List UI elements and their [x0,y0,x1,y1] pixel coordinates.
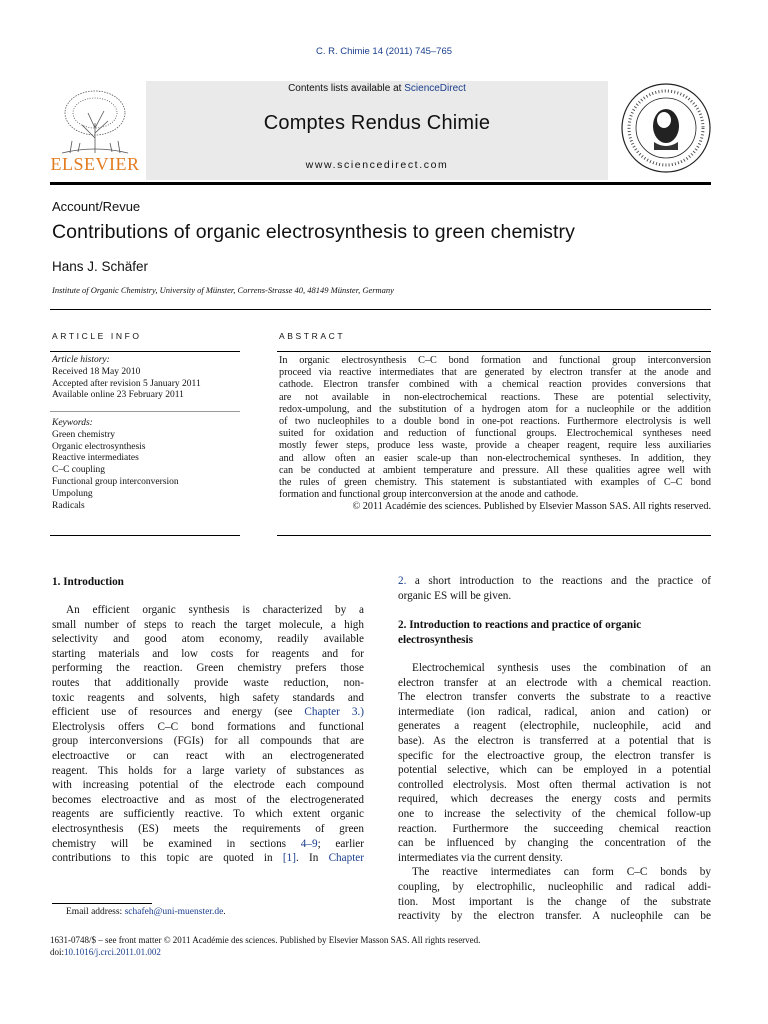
article-type: Account/Revue [52,199,141,214]
body-line: generates a reagent (electrophile, nucleophile, acid and [398,720,711,733]
body-line: group interconversions (FGIs) for all compounds that are [52,735,364,748]
article-info-bottom-rule [50,535,240,536]
email-end: . [223,907,226,917]
doi-link[interactable]: 10.1016/j.crci.2011.01.002 [64,947,161,957]
author-email-link[interactable]: schafeh@uni-muenster.de [124,907,224,917]
title-rule [50,309,711,310]
body-line: organic ES will be given. [398,589,512,602]
contents-prefix: Contents lists available at [288,83,405,94]
body-line: base). As the electron is transferred at a potential that is [398,734,711,747]
body-line [52,837,364,852]
abstract-line: proceed via reactive intermediates that are generated by electron transfer at the anode and [279,367,711,379]
sciencedirect-link[interactable]: ScienceDirect [404,83,466,94]
body-line: performing the reaction. Green chemistry prefers those [52,662,364,675]
body-line: coupling, by electrophilic, nucleophilic and radical addi- [398,880,711,893]
body-line: intermediates via the current density. [398,851,563,864]
history-received: Received 18 May 2010 [52,366,141,377]
body-line: An efficient organic synthesis is characterized by a [66,604,364,616]
sections-link[interactable]: 4–9 [300,837,318,850]
abstract-copyright: © 2011 Académie des sciences. Published by Elsevier Masson SAS. All rights reserved. [352,501,711,513]
abstract-line: can be conducted at ambient temperature and pressure. All these qualities agree well with [279,464,711,476]
email-label: Email address: [66,907,125,917]
abstract-rule [277,351,711,352]
section-1-body [52,603,364,866]
section-1-heading: 1. Introduction [52,576,124,588]
body-line: selectivity and good atom economy, readily available [52,633,364,646]
body-text: a short introduction to the reactions and the practice of [406,575,711,587]
abstract-line: are not available in non-electrochemical reactions. These are potential selectivity, [279,391,711,403]
body-line: small number of steps to reach the target molecule, a high [52,618,364,631]
body-line: The reactive intermediates can form C–C bonds by [412,866,711,879]
body-text: . In [295,852,329,865]
contents-available-line [146,83,608,94]
body-text: chemistry will be examined in sections [52,837,301,850]
article-history [52,355,242,402]
body-line: controlled electrolysis. Most often thermal activation is not [398,778,711,791]
history-online: Available online 23 February 2011 [52,390,184,401]
body-line [52,705,364,720]
keyword: Organic electrosynthesis [52,441,146,452]
keyword: Reactive intermediates [52,453,139,464]
ref-1-link[interactable]: [1] [282,852,296,865]
abstract-caption: ABSTRACT [279,331,346,341]
abstract-line: cathode. Electron transfer combined with a chemical reaction provides conversions that [279,379,711,391]
body-line: starting materials and low costs for reagents and for [52,647,364,660]
keywords-label: Keywords: [52,418,93,428]
body-line: electroactive or can react with an electrogenerated [52,749,364,762]
abstract-line: formation and functional group interconversion at the anode and cathode. [279,489,579,501]
doi-prefix: doi: [50,947,65,957]
body-line: can be influenced by changing the concentration of the [398,837,711,850]
section-1-continued [398,574,711,603]
body-text: contributions to this topic are quoted in [52,852,283,865]
body-line: intermediate (ion radical, radical, anion and cation) or [398,705,711,718]
body-line [398,574,711,589]
body-line: The electron transfer converts the substrate to a reactive [398,691,711,704]
body-line: reaction. Furthermore the succeeding chemical reaction [398,822,711,835]
academie-seal-icon [618,80,714,176]
body-line: tion. Most important is the change of the substrate [398,895,711,908]
body-line: becomes electroactive and as most of the electrogenerated [52,793,364,806]
body-line: electron transfer at an electrode with a chemical reaction. [398,676,711,689]
history-rule [50,411,240,412]
footnote-rule [52,903,152,904]
body-line [52,851,364,866]
journal-url[interactable]: www.sciencedirect.com [305,159,449,171]
body-line: reagent. This holds for a large variety of substances as [52,764,364,777]
body-line: one to increase the selectivity of the chemical follow-up [398,807,711,820]
journal-reference[interactable]: C. R. Chimie 14 (2011) 745–765 [315,46,453,57]
abstract-text [279,355,711,514]
chapter-2-link[interactable]: 2. [398,575,407,587]
author-affiliation: Institute of Organic Chemistry, University of Münster, Correns-Strasse 40, 48149 Münster, Germany [52,285,394,295]
body-text: efficient use of resources and energy (see [52,706,305,719]
body-line: with increasing potential of the electrode each compound [52,779,364,792]
author-name: Hans J. Schäfer [52,259,149,274]
abstract-line: In organic electrosynthesis C–C bond formation and functional group interconversion [279,355,711,366]
history-label: Article history: [52,355,110,365]
body-line: required, which decreases the energy costs and permits [398,793,711,806]
footnote-email [66,907,226,917]
section-2-heading: 2. Introduction to reactions and practice of organic electrosynthesis [398,619,642,646]
header-rule [50,182,711,185]
abstract-line: redox-umpolung, and the substitution of a hydrogen atom for a nucleophile or the addition [279,403,711,415]
chapter-3-link[interactable]: Chapter 3.) [304,706,364,719]
chapter-link[interactable]: Chapter [328,852,364,865]
section-2-body [398,661,711,924]
article-info-rule [50,351,240,352]
keyword: Radicals [52,500,85,511]
elsevier-wordmark: ELSEVIER [50,154,140,174]
keyword: Umpolung [52,488,93,499]
abstract-line: suited for oxidation and reduction of functional groups. Electrochemical syntheses need [279,428,711,440]
abstract-line: of two nucleophiles to a double bond in one-pot reactions. Furthermore electrolysis is well [279,416,711,428]
body-line: potential selective, which can be employed in a potential [398,764,711,777]
article-info-caption: ARTICLE INFO [52,331,142,341]
journal-title: Comptes Rendus Chimie [263,112,491,134]
keyword: Green chemistry [52,429,116,440]
keyword: C–C coupling [52,465,106,476]
page-footer [50,934,480,958]
abstract-line: mostly fewer steps, produce less waste, provide a cheaper reagent, require less auxiliaries [279,440,711,452]
doi-line [50,946,480,958]
history-accepted: Accepted after revision 5 January 2011 [52,378,201,389]
body-line: specific for the electroactive group, the electron transfer is [398,749,711,762]
body-text: ; earlier [317,837,364,850]
body-line: electrosynthesis (ES) meets the requirements of green [52,822,364,835]
body-line: Electrochemical synthesis uses the combination of an [412,662,711,674]
abstract-line: and allow often an easier scale-up than non-electrochemical syntheses. In addition, they [279,452,711,464]
article-title: Contributions of organic electrosynthesis to green chemistry [52,221,575,243]
body-line: reagents are sufficiently reactive. To which extent organic [52,808,364,821]
body-line: routes that additionally provide waste reduction, non- [52,676,364,689]
keyword: Functional group interconversion [52,476,179,487]
abstract-line: the rules of green chemistry. This statement is substantiated with examples of C–C bond [279,477,711,489]
body-line: reactivity by the electron transfer. A nucleophile can be [398,910,711,923]
abstract-bottom-rule [277,535,711,536]
issn-line: 1631-0748/$ – see front matter © 2011 Académie des sciences. Published by Elsevier Masson SAS. All rights reserved. [50,935,481,945]
body-line: toxic reagents and solvents, high safety standards and [52,691,364,704]
body-line: Electrolysis offers C–C bond formations and functional [52,720,364,733]
keywords-block [52,418,242,512]
